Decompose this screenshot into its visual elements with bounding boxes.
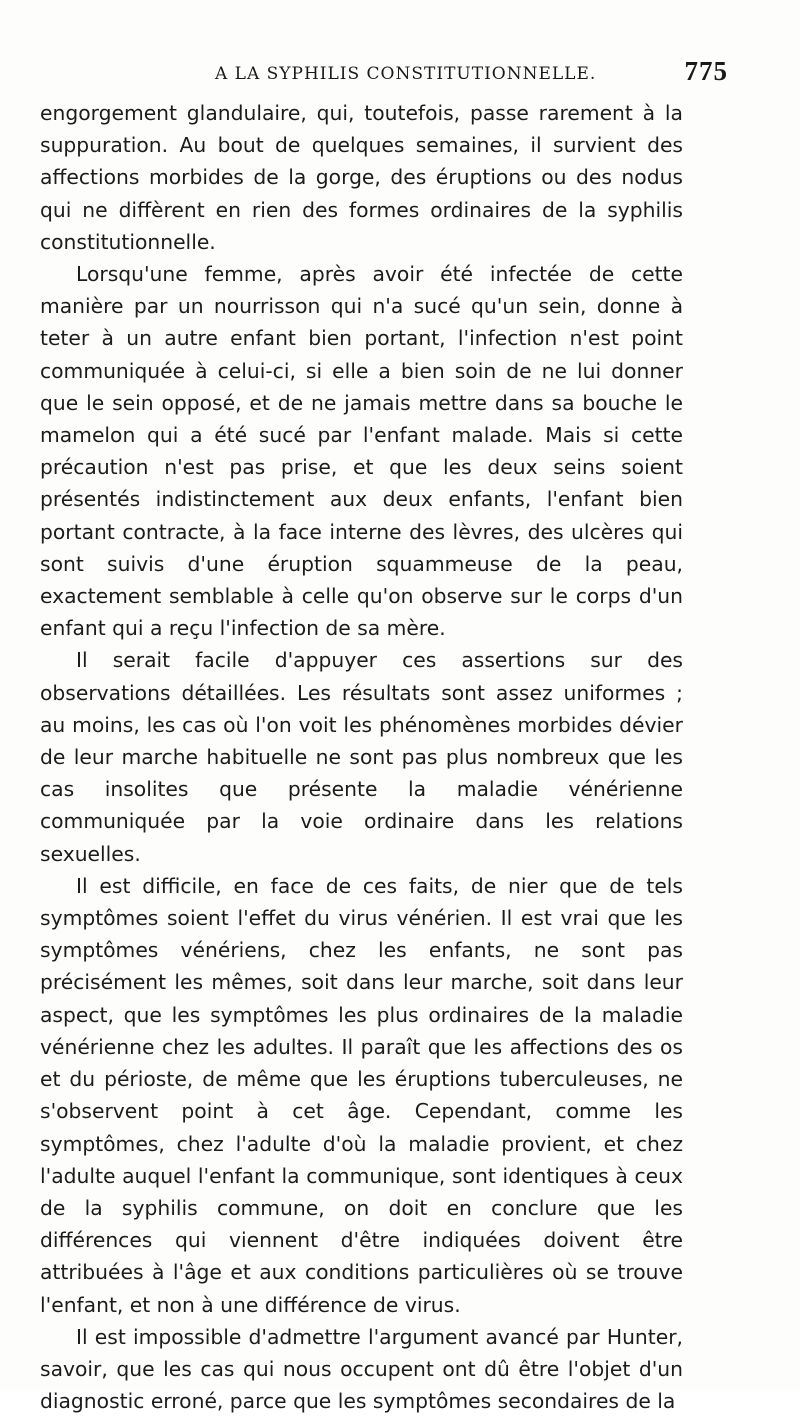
paragraph-4: Il est difficile, en face de ces faits, de nier que de tels symptômes soient l'effet du virus vénérien. Il est vrai que les symptômes vénériens, chez les enfants, ne sont pas précisément les mêmes, soit dans leur marche, soit dans leur aspect, que les symptômes les plus ordinaires de la maladie vénérienne chez les adultes. Il paraît que les affections des os et du périoste, de même que les éruptions tuberculeuses, ne s'observent point à cet âge. Cependant, comme les symptômes, chez l'adulte d'où la maladie provient, et chez l'adulte auquel l'enfant la communique, sont identiques à ceux de la syphilis commune, on doit en conclure que les différences qui viennent d'être indiquées doivent être attribuées à l'âge et aux conditions particulières où se trouve l'enfant, et non à une différence de virus. [40, 873, 683, 1317]
paragraph-1: engorgement glandulaire, qui, toutefois, passe rarement à la suppuration. Au bout de quelques semaines, il survient des affections morbides de la gorge, des éruptions ou des nodus qui ne diffèrent en rien des formes ordinaires de la syphilis constitutionnelle. [40, 101, 683, 254]
page-header [40, 56, 728, 96]
page-number: 775 [684, 56, 728, 86]
body-text [40, 97, 683, 1417]
paragraph-3: Il serait facile d'appuyer ces assertions sur des observations détaillées. Les résultats sont assez uniformes ; au moins, les cas où l'on voit les phénomènes morbides dévier de leur marche habituelle ne sont pas plus nombreux que les cas insolites que présente la maladie vénérienne communiquée par la voie ordinaire dans les relations sexuelles. [40, 648, 683, 866]
running-head: A LA SYPHILIS CONSTITUTIONNELLE. [215, 64, 597, 84]
paragraph-5: Il est impossible d'admettre l'argument avancé par Hunter, savoir, que les cas qui nous occupent ont dû être l'objet d'un diagnostic erroné, parce que les symptômes secondaires de la [40, 1324, 683, 1414]
paragraph-2: Lorsqu'une femme, après avoir été infectée de cette manière par un nourrisson qui n'a sucé qu'un sein, donne à teter à un autre enfant bien portant, l'infection n'est point communiquée à celui-ci, si elle a bien soin de ne lui donner que le sein opposé, et de ne jamais mettre dans sa bouche le mamelon qui a été sucé par l'enfant malade. Mais si cette précaution n'est pas prise, et que les deux seins soient présentés indistinctement aux deux enfants, l'enfant bien portant contracte, à la face interne des lèvres, des ulcères qui sont suivis d'une éruption squammeuse de la peau, exactement semblable à celle qu'on observe sur le corps d'un enfant qui a reçu l'infection de sa mère. [40, 262, 683, 641]
